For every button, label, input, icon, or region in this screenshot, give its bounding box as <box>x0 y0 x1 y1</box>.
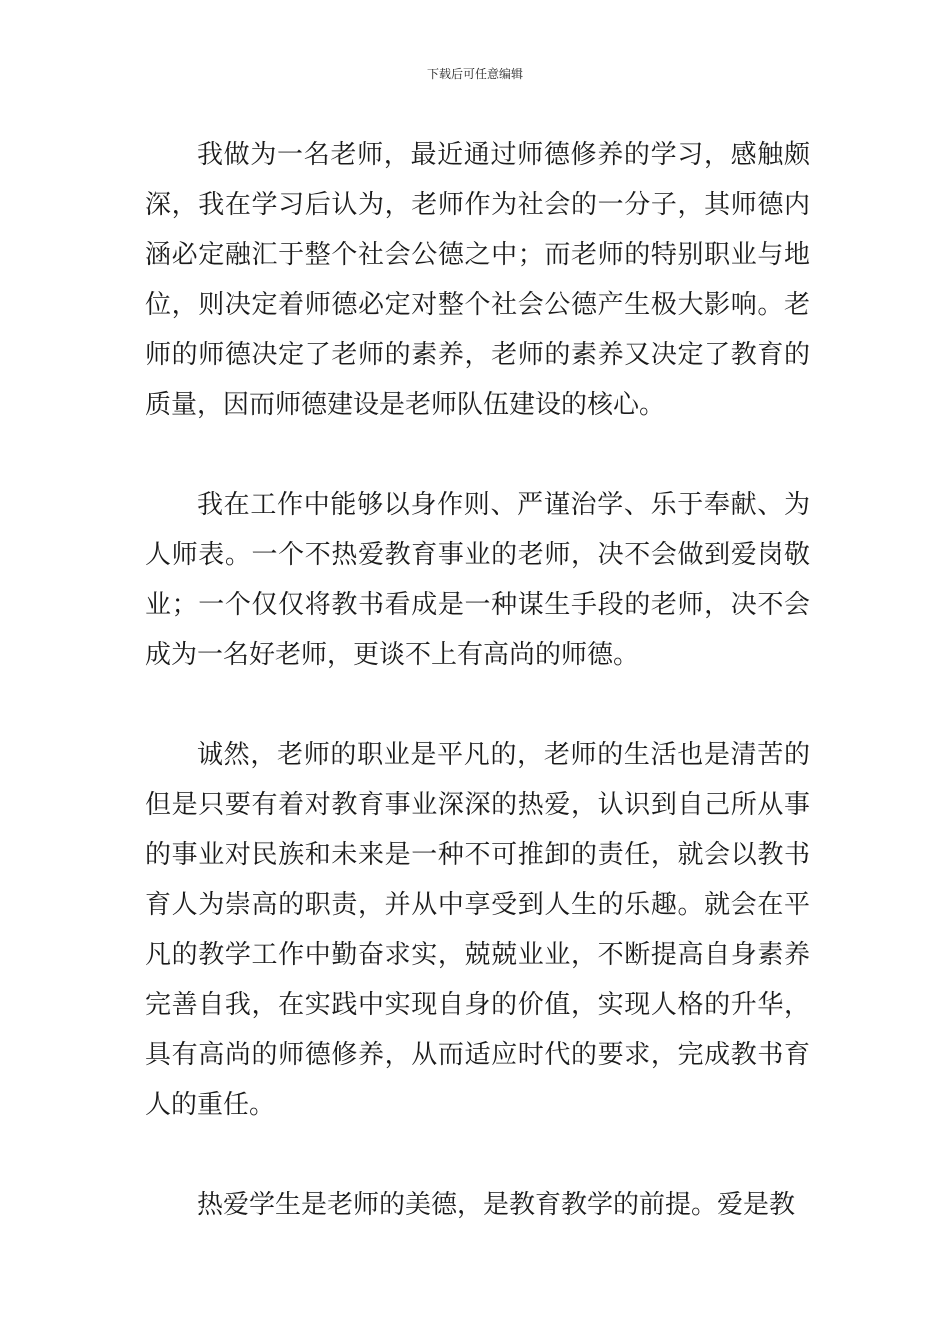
page-header: 下载后可任意编辑 <box>426 67 523 81</box>
document-body <box>145 130 810 1280</box>
paragraph-2: 我在工作中能够以身作则、严谨治学、乐于奉献、为人师表。一个不热爱教育事业的老师，决不会做到爱岗敬业；一个仅仅将教书看成是一种谋生手段的老师，决不会成为一名好老师，更谈不上有高尚的师德。 <box>145 490 810 670</box>
paragraph-4: 热爱学生是老师的美德，是教育教学的前提。爱是教 <box>197 1190 796 1220</box>
paragraph-1: 我做为一名老师，最近通过师德修养的学习，感触颇深，我在学习后认为，老师作为社会的一分子，其师德内涵必定融汇于整个社会公德之中；而老师的特别职业与地位，则决定着师德必定对整个社会公德产生极大影响。老师的师德决定了老师的素养，老师的素养又决定了教育的质量，因而师德建设是老师队伍建设的核心。 <box>145 140 810 420</box>
paragraph-3: 诚然，老师的职业是平凡的，老师的生活也是清苦的但是只要有着对教育事业深深的热爱，认识到自己所从事的事业对民族和未来是一种不可推卸的责任，就会以教书育人为崇高的职责，并从中享受到人生的乐趣。就会在平凡的教学工作中勤奋求实，兢兢业业，不断提高自身素养完善自我，在实践中实现自身的价值，实现人格的升华，具有高尚的师德修养，从而适应时代的要求，完成教书育人的重任。 <box>145 740 810 1120</box>
